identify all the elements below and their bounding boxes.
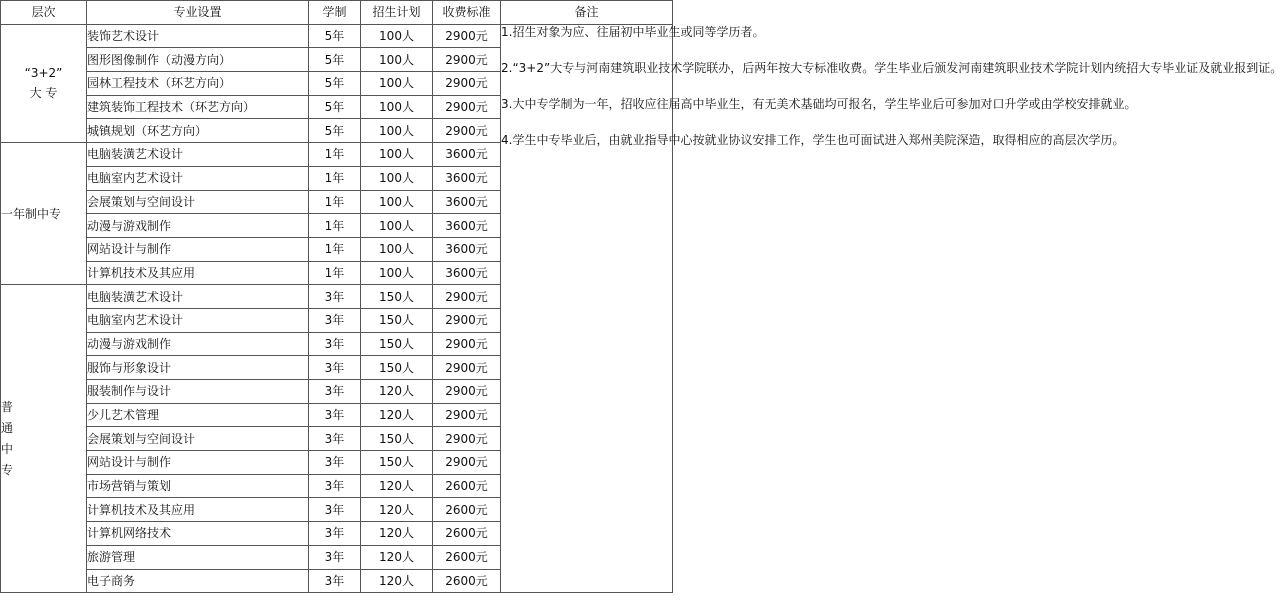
enrollment-cell: 100人 (361, 214, 433, 238)
major-cell: 服饰与形象设计 (87, 356, 309, 380)
duration-cell: 1年 (309, 237, 361, 261)
enrollment-cell: 150人 (361, 308, 433, 332)
duration-cell: 1年 (309, 190, 361, 214)
major-cell: 服装制作与设计 (87, 380, 309, 404)
level-text: 大 专 (29, 86, 58, 101)
note-paragraph: 3.大中专学制为一年，招收应往届高中毕业生，有无美术基础均可报名，学生毕业后可参加对口升学或由学校安排就业。 (501, 96, 1137, 111)
enrollment-cell: 120人 (361, 403, 433, 427)
duration-cell: 3年 (309, 356, 361, 380)
duration-cell: 1年 (309, 166, 361, 190)
fee-cell: 2900元 (433, 24, 501, 48)
note-paragraph: 2.“3+2”大专与河南建筑职业技术学院联办，后两年按大专标准收费。学生毕业后颁发河南建筑职业技术学院计划内统招大专毕业证及就业报到证。 (501, 60, 1282, 75)
duration-cell: 1年 (309, 143, 361, 167)
duration-cell: 3年 (309, 451, 361, 475)
enrollment-cell: 100人 (361, 237, 433, 261)
level-text: 通 (1, 420, 14, 435)
major-cell: 会展策划与空间设计 (87, 427, 309, 451)
header-duration: 学制 (309, 1, 361, 25)
duration-cell: 3年 (309, 308, 361, 332)
major-cell: 动漫与游戏制作 (87, 214, 309, 238)
duration-cell: 3年 (309, 427, 361, 451)
duration-cell: 3年 (309, 380, 361, 404)
fee-cell: 2600元 (433, 498, 501, 522)
duration-cell: 3年 (309, 522, 361, 546)
enrollment-cell: 120人 (361, 545, 433, 569)
fee-cell: 2900元 (433, 119, 501, 143)
header-row (1, 1, 673, 25)
fee-cell: 3600元 (433, 190, 501, 214)
level-text: “3+2” (24, 66, 63, 81)
major-cell: 电脑室内艺术设计 (87, 166, 309, 190)
major-cell: 网站设计与制作 (87, 451, 309, 475)
level-text: 普 (1, 399, 14, 414)
duration-cell: 5年 (309, 48, 361, 72)
fee-cell: 3600元 (433, 166, 501, 190)
enrollment-cell: 100人 (361, 72, 433, 96)
major-cell: 旅游管理 (87, 545, 309, 569)
enrollment-cell: 120人 (361, 569, 433, 593)
enrollment-cell: 120人 (361, 522, 433, 546)
level-cell (1, 24, 87, 142)
enrollment-cell: 120人 (361, 498, 433, 522)
fee-cell: 3600元 (433, 237, 501, 261)
level-cell (1, 285, 87, 593)
fee-cell: 2600元 (433, 474, 501, 498)
major-cell: 动漫与游戏制作 (87, 332, 309, 356)
enrollment-cell: 100人 (361, 95, 433, 119)
fee-cell: 2900元 (433, 308, 501, 332)
level-text: 一年制中专 (1, 206, 62, 221)
major-cell: 电脑室内艺术设计 (87, 308, 309, 332)
fee-cell: 2900元 (433, 285, 501, 309)
major-cell: 少儿艺术管理 (87, 403, 309, 427)
major-cell: 图形图像制作（动漫方向） (87, 48, 309, 72)
level-text: 中 (1, 441, 14, 456)
enrollment-cell: 100人 (361, 261, 433, 285)
major-cell: 电子商务 (87, 569, 309, 593)
major-cell: 计算机网络技术 (87, 522, 309, 546)
major-cell: 电脑装潢艺术设计 (87, 285, 309, 309)
major-cell: 城镇规划（环艺方向） (87, 119, 309, 143)
fee-cell: 2900元 (433, 380, 501, 404)
fee-cell: 2900元 (433, 356, 501, 380)
enrollment-cell: 100人 (361, 166, 433, 190)
enrollment-cell: 120人 (361, 474, 433, 498)
header-notes: 备注 (501, 1, 673, 25)
fee-cell: 2600元 (433, 545, 501, 569)
duration-cell: 1年 (309, 261, 361, 285)
enrollment-cell: 100人 (361, 24, 433, 48)
enrollment-cell: 150人 (361, 285, 433, 309)
notes-cell (501, 24, 1282, 593)
major-cell: 市场营销与策划 (87, 474, 309, 498)
table-row (1, 24, 673, 48)
note-paragraph: 1.招生对象为应、往届初中毕业生或同等学历者。 (501, 24, 765, 39)
enrollment-cell: 120人 (361, 380, 433, 404)
fee-cell: 3600元 (433, 214, 501, 238)
fee-cell: 2900元 (433, 427, 501, 451)
fee-cell: 2900元 (433, 451, 501, 475)
fee-cell: 2900元 (433, 95, 501, 119)
duration-cell: 3年 (309, 545, 361, 569)
note-paragraph: 4.学生中专毕业后，由就业指导中心按就业协议安排工作，学生也可面试进入郑州美院深造，取得相应的高层次学历。 (501, 132, 1125, 147)
duration-cell: 3年 (309, 403, 361, 427)
enrollment-cell: 150人 (361, 332, 433, 356)
header-major: 专业设置 (87, 1, 309, 25)
duration-cell: 3年 (309, 498, 361, 522)
major-cell: 电脑装潢艺术设计 (87, 143, 309, 167)
major-cell: 计算机技术及其应用 (87, 498, 309, 522)
duration-cell: 3年 (309, 569, 361, 593)
header-level: 层次 (1, 1, 87, 25)
duration-cell: 1年 (309, 214, 361, 238)
duration-cell: 3年 (309, 332, 361, 356)
fee-cell: 2600元 (433, 522, 501, 546)
major-cell: 园林工程技术（环艺方向） (87, 72, 309, 96)
header-enrollment-plan: 招生计划 (361, 1, 433, 25)
major-cell: 网站设计与制作 (87, 237, 309, 261)
duration-cell: 3年 (309, 474, 361, 498)
major-cell: 建筑装饰工程技术（环艺方向） (87, 95, 309, 119)
level-cell (1, 143, 87, 285)
enrollment-cell: 150人 (361, 427, 433, 451)
enrollment-cell: 150人 (361, 451, 433, 475)
fee-cell: 3600元 (433, 261, 501, 285)
fee-cell: 3600元 (433, 143, 501, 167)
duration-cell: 5年 (309, 72, 361, 96)
enrollment-cell: 100人 (361, 143, 433, 167)
duration-cell: 3年 (309, 285, 361, 309)
major-cell: 装饰艺术设计 (87, 24, 309, 48)
level-text: 专 (1, 462, 14, 477)
fee-cell: 2900元 (433, 48, 501, 72)
fee-cell: 2900元 (433, 403, 501, 427)
major-cell: 计算机技术及其应用 (87, 261, 309, 285)
fee-cell: 2900元 (433, 72, 501, 96)
duration-cell: 5年 (309, 24, 361, 48)
enrollment-cell: 100人 (361, 48, 433, 72)
duration-cell: 5年 (309, 95, 361, 119)
enrollment-cell: 100人 (361, 190, 433, 214)
enrollment-cell: 100人 (361, 119, 433, 143)
fee-cell: 2900元 (433, 332, 501, 356)
major-cell: 会展策划与空间设计 (87, 190, 309, 214)
header-fee: 收费标准 (433, 1, 501, 25)
duration-cell: 5年 (309, 119, 361, 143)
fee-cell: 2600元 (433, 569, 501, 593)
enrollment-cell: 150人 (361, 356, 433, 380)
